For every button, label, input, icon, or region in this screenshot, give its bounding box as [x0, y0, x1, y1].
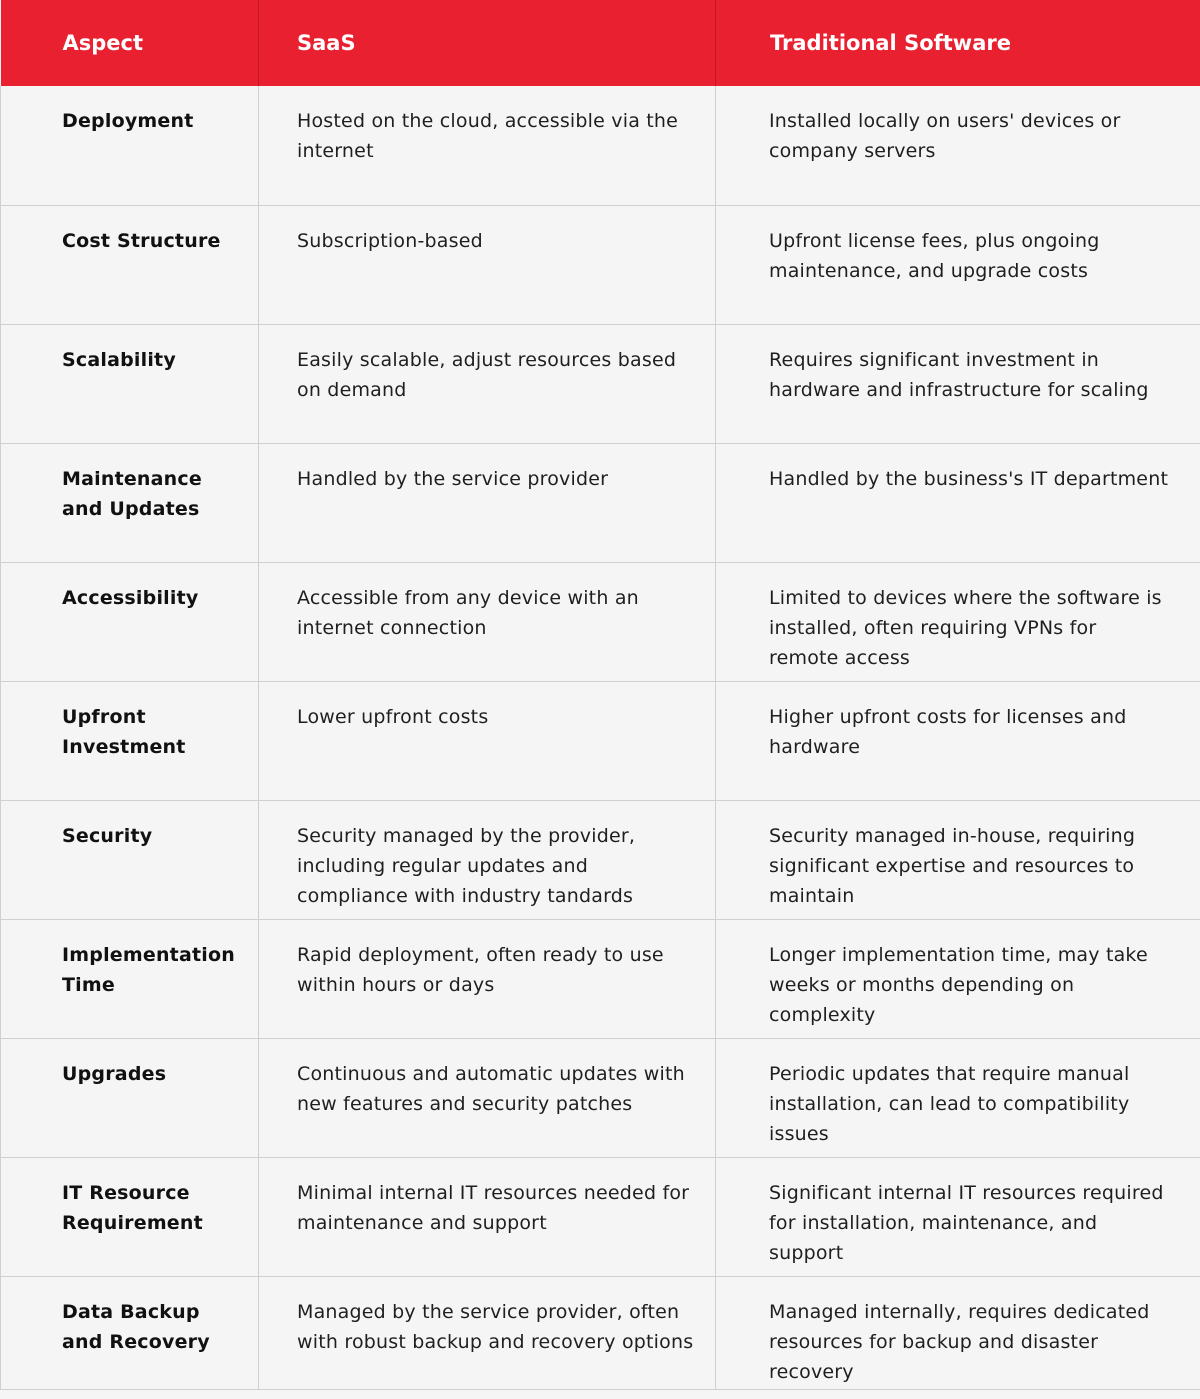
table-row [1, 919, 1200, 1038]
aspect-cell: IT Resource Requirement [1, 1157, 259, 1276]
traditional-cell: Managed internally, requires dedicated resources for backup and disaster recovery [716, 1276, 1200, 1389]
traditional-cell: Significant internal IT resources required for installation, maintenance, and support [716, 1157, 1200, 1276]
aspect-cell: Upfront Investment [1, 681, 259, 800]
saas-cell: Rapid deployment, often ready to use within hours or days [259, 919, 716, 1038]
saas-cell: Continuous and automatic updates with new features and security patches [259, 1038, 716, 1157]
traditional-cell: Installed locally on users' devices or company servers [716, 86, 1200, 205]
traditional-cell: Periodic updates that require manual installation, can lead to compatibility issues [716, 1038, 1200, 1157]
aspect-cell: Accessibility [1, 562, 259, 681]
table-row [1, 443, 1200, 562]
header-saas: SaaS [259, 0, 716, 86]
aspect-cell: Implementation Time [1, 919, 259, 1038]
table-row [1, 1276, 1200, 1389]
aspect-cell: Upgrades [1, 1038, 259, 1157]
traditional-cell: Handled by the business's IT department [716, 443, 1200, 562]
saas-cell: Accessible from any device with an internet connection [259, 562, 716, 681]
table-row [1, 800, 1200, 919]
saas-cell: Easily scalable, adjust resources based on demand [259, 324, 716, 443]
saas-cell: Security managed by the provider, including regular updates and compliance with industry tandards [259, 800, 716, 919]
aspect-cell: Cost Structure [1, 205, 259, 324]
saas-cell: Minimal internal IT resources needed for maintenance and support [259, 1157, 716, 1276]
aspect-cell: Security [1, 800, 259, 919]
aspect-cell: Deployment [1, 86, 259, 205]
traditional-cell: Security managed in-house, requiring significant expertise and resources to maintain [716, 800, 1200, 919]
table-row [1, 205, 1200, 324]
table-header [1, 0, 1200, 86]
traditional-cell: Upfront license fees, plus ongoing maintenance, and upgrade costs [716, 205, 1200, 324]
table-row [1, 681, 1200, 800]
aspect-cell: Data Backup and Recovery [1, 1276, 259, 1389]
saas-cell: Handled by the service provider [259, 443, 716, 562]
aspect-cell: Maintenance and Updates [1, 443, 259, 562]
table-row [1, 86, 1200, 205]
traditional-cell: Higher upfront costs for licenses and hardware [716, 681, 1200, 800]
aspect-cell: Scalability [1, 324, 259, 443]
header-aspect: Aspect [1, 0, 259, 86]
traditional-cell: Longer implementation time, may take weeks or months depending on complexity [716, 919, 1200, 1038]
saas-cell: Lower upfront costs [259, 681, 716, 800]
saas-cell: Subscription-based [259, 205, 716, 324]
header-traditional: Traditional Software [716, 0, 1200, 86]
header-row [1, 0, 1200, 86]
saas-cell: Managed by the service provider, often with robust backup and recovery options [259, 1276, 716, 1389]
traditional-cell: Limited to devices where the software is installed, often requiring VPNs for remote access [716, 562, 1200, 681]
table-row [1, 562, 1200, 681]
table-row [1, 1157, 1200, 1276]
table-body [1, 86, 1200, 1389]
table-row [1, 324, 1200, 443]
traditional-cell: Requires significant investment in hardware and infrastructure for scaling [716, 324, 1200, 443]
table-row [1, 1038, 1200, 1157]
saas-cell: Hosted on the cloud, accessible via the internet [259, 86, 716, 205]
